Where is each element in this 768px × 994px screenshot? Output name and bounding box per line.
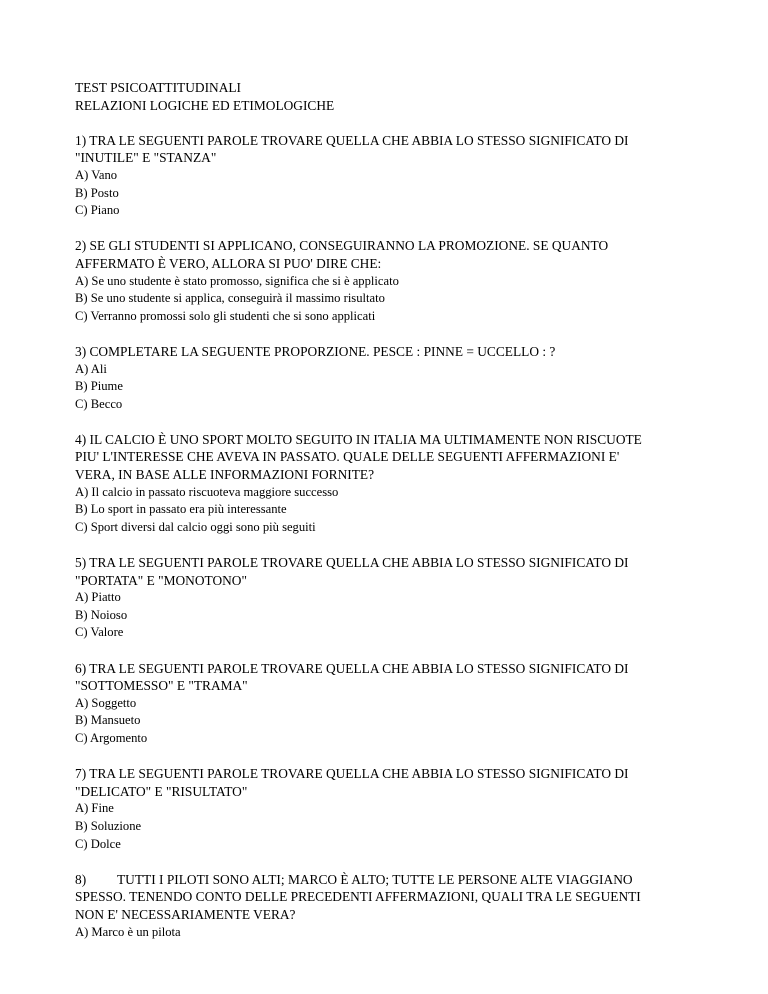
- question-line: 1) TRA LE SEGUENTI PAROLE TROVARE QUELLA CHE ABBIA LO STESSO SIGNIFICATO DI: [75, 132, 629, 148]
- option-c: C) Piano: [75, 203, 120, 218]
- question-line: "INUTILE" E "STANZA": [75, 150, 217, 166]
- question-number: 8): [75, 871, 87, 887]
- question-line: "DELICATO" E "RISULTATO": [75, 783, 248, 799]
- question-text: [75, 554, 715, 589]
- option-a: A) Piatto: [75, 590, 121, 605]
- question-4: [75, 431, 715, 537]
- option-c: C) Argomento: [75, 730, 148, 745]
- document-subtitle: RELAZIONI LOGICHE ED ETIMOLOGICHE: [75, 97, 335, 113]
- question-1: [75, 132, 715, 220]
- option-b: B) Soluzione: [75, 818, 142, 833]
- question-line: SPESSO. TENENDO CONTO DELLE PRECEDENTI AFFERMAZIONI, QUALI TRA LE SEGUENTI: [75, 889, 641, 905]
- question-line: [75, 871, 715, 889]
- question-first-line: TUTTI I PILOTI SONO ALTI; MARCO È ALTO; TUTTE LE PERSONE ALTE VIAGGIANO: [117, 871, 633, 887]
- question-text: [75, 132, 715, 167]
- option-a: A) Ali: [75, 361, 107, 376]
- question-line: 7) TRA LE SEGUENTI PAROLE TROVARE QUELLA CHE ABBIA LO STESSO SIGNIFICATO DI: [75, 766, 629, 782]
- option-c: C) Dolce: [75, 836, 121, 851]
- document-page: [75, 79, 715, 941]
- question-2: [75, 237, 715, 325]
- question-line: "SOTTOMESSO" E "TRAMA": [75, 678, 248, 694]
- question-text: [75, 343, 715, 361]
- question-5: [75, 554, 715, 642]
- option-b: B) Se uno studente si applica, conseguirà il massimo risultato: [75, 291, 385, 306]
- document-title: TEST PSICOATTITUDINALI: [75, 80, 242, 95]
- question-line: PIU' L'INTERESSE CHE AVEVA IN PASSATO. QUALE DELLE SEGUENTI AFFERMAZIONI E': [75, 449, 620, 465]
- question-8: [75, 871, 715, 941]
- question-line: 4) IL CALCIO È UNO SPORT MOLTO SEGUITO IN ITALIA MA ULTIMAMENTE NON RISCUOTE: [75, 431, 642, 447]
- option-a: A) Soggetto: [75, 695, 137, 710]
- question-line: NON E' NECESSARIAMENTE VERA?: [75, 906, 296, 922]
- question-line: VERA, IN BASE ALLE INFORMAZIONI FORNITE?: [75, 467, 375, 483]
- question-text: [75, 660, 715, 695]
- option-a: A) Il calcio in passato riscuoteva maggiore successo: [75, 484, 339, 499]
- option-c: C) Verranno promossi solo gli studenti che si sono applicati: [75, 308, 376, 323]
- option-b: B) Mansueto: [75, 713, 141, 728]
- question-line: "PORTATA" E "MONOTONO": [75, 572, 247, 588]
- option-b: B) Posto: [75, 185, 119, 200]
- option-c: C) Becco: [75, 396, 123, 411]
- question-7: [75, 765, 715, 853]
- question-text: [75, 765, 715, 800]
- option-c: C) Valore: [75, 625, 124, 640]
- question-line: 3) COMPLETARE LA SEGUENTE PROPORZIONE. PESCE : PINNE = UCCELLO : ?: [75, 343, 556, 359]
- question-6: [75, 660, 715, 748]
- question-text: [75, 431, 715, 484]
- question-text: [75, 871, 715, 924]
- question-text: [75, 237, 715, 272]
- option-a: A) Marco è un pilota: [75, 924, 181, 939]
- option-a: A) Fine: [75, 801, 114, 816]
- question-line: 5) TRA LE SEGUENTI PAROLE TROVARE QUELLA CHE ABBIA LO STESSO SIGNIFICATO DI: [75, 555, 629, 571]
- option-c: C) Sport diversi dal calcio oggi sono più seguiti: [75, 519, 316, 534]
- option-b: B) Noioso: [75, 607, 128, 622]
- option-b: B) Piume: [75, 379, 123, 394]
- option-a: A) Se uno studente è stato promosso, significa che si è applicato: [75, 273, 399, 288]
- question-line: 2) SE GLI STUDENTI SI APPLICANO, CONSEGUIRANNO LA PROMOZIONE. SE QUANTO: [75, 238, 609, 254]
- question-line: AFFERMATO È VERO, ALLORA SI PUO' DIRE CHE:: [75, 255, 382, 271]
- option-a: A) Vano: [75, 167, 118, 182]
- question-3: [75, 343, 715, 413]
- option-b: B) Lo sport in passato era più interessante: [75, 502, 287, 517]
- question-line: 6) TRA LE SEGUENTI PAROLE TROVARE QUELLA CHE ABBIA LO STESSO SIGNIFICATO DI: [75, 660, 629, 676]
